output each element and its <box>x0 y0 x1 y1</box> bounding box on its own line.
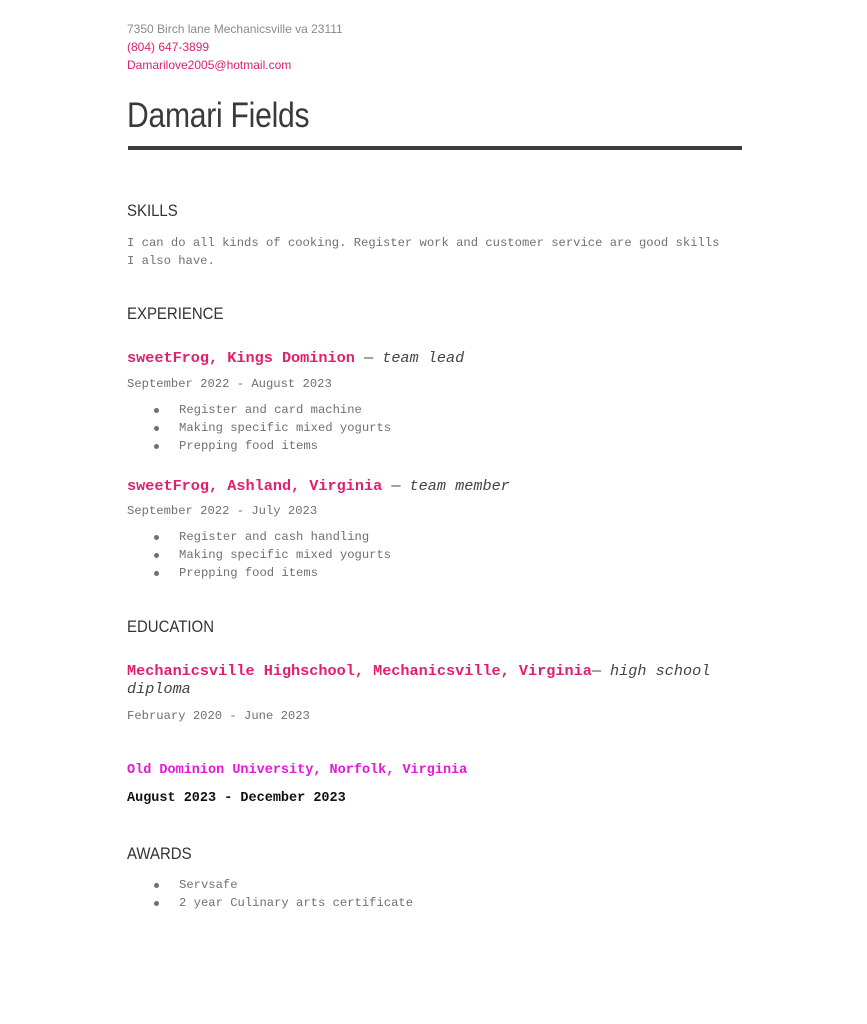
school-name: Old Dominion University, Norfolk, Virginia <box>127 763 468 778</box>
bullet-icon <box>154 408 159 413</box>
award-text: Servsafe <box>179 878 238 892</box>
job-role: — team lead <box>354 349 465 367</box>
awards-heading: AWARDS <box>127 844 192 863</box>
bullet-icon <box>154 426 159 431</box>
skills-heading: SKILLS <box>127 201 178 220</box>
duty-text: Prepping food items <box>179 439 318 453</box>
awards-list <box>127 876 413 912</box>
job-dates: September 2022 - August 2023 <box>127 377 332 391</box>
job-dates: September 2022 - July 2023 <box>127 504 318 518</box>
job-duties-list <box>127 401 391 455</box>
duty-text: Register and card machine <box>179 403 362 417</box>
resume-name: Damari Fields <box>127 96 310 135</box>
list-item <box>127 437 391 455</box>
job-duties-list <box>127 528 391 582</box>
bullet-icon <box>154 571 159 576</box>
bullet-icon <box>154 535 159 540</box>
bullet-icon <box>154 553 159 558</box>
contact-address: 7350 Birch lane Mechanicsville va 23111 <box>127 22 343 36</box>
bullet-icon <box>154 883 159 888</box>
school-title <box>127 662 737 698</box>
list-item <box>127 546 391 564</box>
list-item <box>127 419 391 437</box>
name-divider <box>128 146 742 150</box>
duty-text: Prepping food items <box>179 566 318 580</box>
job-title <box>127 477 510 495</box>
bullet-icon <box>154 444 159 449</box>
list-item <box>127 401 391 419</box>
job-title <box>127 349 464 367</box>
experience-heading: EXPERIENCE <box>127 304 224 323</box>
contact-email[interactable]: Damarilove2005@hotmail.com <box>127 58 292 72</box>
job-employer: sweetFrog, Ashland, Virginia <box>127 477 383 495</box>
list-item <box>127 564 391 582</box>
job-employer: sweetFrog, Kings Dominion <box>127 349 355 367</box>
duty-text: Register and cash handling <box>179 530 370 544</box>
skills-text: I can do all kinds of cooking. Register work and customer service are good skills I also have. <box>127 236 720 268</box>
school-degree: — high school diploma <box>127 662 711 698</box>
school-dates: February 2020 - June 2023 <box>127 709 310 723</box>
duty-text: Making specific mixed yogurts <box>179 421 392 435</box>
job-role: — team member <box>382 477 510 495</box>
education-heading: EDUCATION <box>127 617 214 636</box>
list-item <box>127 876 413 894</box>
bullet-icon <box>154 901 159 906</box>
award-text: 2 year Culinary arts certificate <box>179 896 414 910</box>
school-name: Mechanicsville Highschool, Mechanicsville, Virginia <box>127 662 592 680</box>
list-item <box>127 894 413 912</box>
school-dates: August 2023 - December 2023 <box>127 791 346 806</box>
contact-phone[interactable]: (804) 647-3899 <box>127 40 210 54</box>
duty-text: Making specific mixed yogurts <box>179 548 392 562</box>
list-item <box>127 528 391 546</box>
